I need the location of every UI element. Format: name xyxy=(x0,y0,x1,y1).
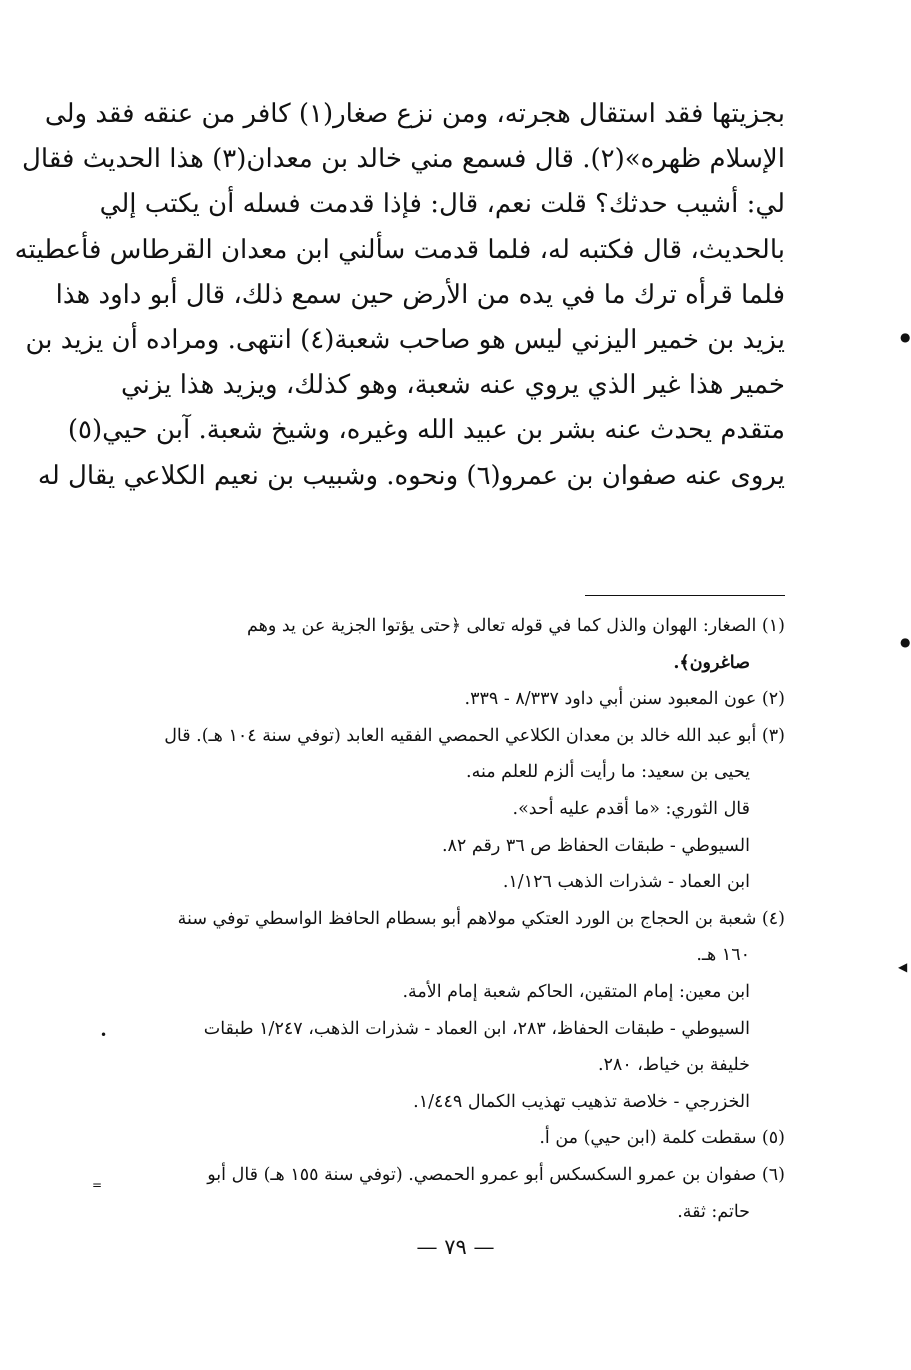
footnote-4-line-1: (٤) شعبة بن الحجاج بن الورد العتكي مولاهم أبو بسطام الحافظ الواسطي توفي سنة xyxy=(177,908,785,929)
footnote-1-line-1: (١) الصغار: الهوان والذل كما في قوله تعالى ﴿حتى يؤتوا الجزية عن يد وهم xyxy=(246,616,785,636)
footnotes-block xyxy=(80,608,785,1230)
main-line-8: متقدم يحدث عنه بشر بن عبيد الله وغيره، وشيخ شعبة. آبن حيي(٥) xyxy=(67,415,785,446)
footnote-5: (٥) سقطت كلمة (ابن حيي) من أ. xyxy=(539,1128,785,1149)
main-line-7: خمير هذا غير الذي يروي عنه شعبة، وهو كذلك، ويزيد هذا يزني xyxy=(120,370,785,401)
footnote-1-line-2: صاغرون﴾. xyxy=(673,652,750,673)
footnote-3-line-1: (٣) أبو عبد الله خالد بن معدان الكلاعي الحمصي الفقيه العابد (توفي سنة ١٠٤ هـ). قال xyxy=(164,725,785,746)
footnote-6-line-1: (٦) صفوان بن عمرو السكسكس أبو عمرو الحمصي. (توفي سنة ١٥٥ هـ) قال أبو xyxy=(207,1164,785,1185)
footnote-4-line-4: السيوطي - طبقات الحفاظ، ٢٨٣، ابن العماد - شذرات الذهب، ١/٢٤٧ طبقات xyxy=(203,1018,750,1039)
footnote-3-line-5: ابن العماد - شذرات الذهب ١/١٢٦. xyxy=(502,872,750,893)
page-number: — ٧٩ — xyxy=(416,1235,495,1259)
margin-mark-dot: = xyxy=(92,1178,103,1192)
main-line-9: يروى عنه صفوان بن عمرو(٦) ونحوه. وشبيب بن نعيم الكلاعي يقال له xyxy=(37,460,785,491)
main-line-6: يزيد بن خمير اليزني ليس هو صاحب شعبة(٤) انتهى. ومراده أن يزيد بن xyxy=(25,324,785,355)
footnote-4-line-5: خليفة بن خياط، ٢٨٠. xyxy=(597,1055,750,1076)
footnote-4-line-6: الخزرجي - خلاصة تذهيب تهذيب الكمال ١/٤٤٩. xyxy=(413,1091,750,1112)
footnote-3-line-3: قال الثوري: «ما أقدم عليه أحد». xyxy=(512,798,750,819)
footnote-6-line-2: حاتم: ثقة. xyxy=(677,1201,750,1222)
footnote-4-line-3: ابن معين: إمام المتقين، الحاكم شعبة إمام الأمة. xyxy=(402,981,750,1002)
main-line-3: لي: أشيب حدثك؟ قلت نعم، قال: فإذا قدمت فسله أن يكتب إلي xyxy=(99,189,785,220)
footnote-separator xyxy=(585,595,785,596)
main-line-4: بالحديث، قال فكتبه له، فلما قدمت سألني ابن معدان القرطاس فأعطيته xyxy=(14,234,785,265)
footnote-3-line-2: يحيى بن سعيد: ما رأيت ألزم للعلم منه. xyxy=(466,762,750,783)
footnote-2: (٢) عون المعبود سنن أبي داود ٨/٣٣٧ - ٣٣٩. xyxy=(464,689,785,710)
main-line-5: فلما قرأه ترك ما في يده من الأرض حين سمع ذلك، قال أبو داود هذا xyxy=(55,279,785,310)
margin-mark-dot: ● xyxy=(900,330,911,344)
main-text-block xyxy=(14,92,785,499)
main-paragraph xyxy=(14,92,785,499)
main-line-1: بجزيتها فقد استقال هجرته، ومن نزع صغار(١) كافر من عنقه فقد ولى xyxy=(44,99,785,129)
main-line-2: الإسلام ظهره»(٢). قال فسمع مني خالد بن معدان(٣) هذا الحديث فقال xyxy=(22,144,785,175)
margin-mark-dot: ● xyxy=(900,635,911,649)
footnote-3-line-4: السيوطي - طبقات الحفاظ ص ٣٦ رقم ٨٢. xyxy=(441,835,750,856)
footnote-4-line-2: ١٦٠ هـ. xyxy=(696,945,750,966)
margin-mark-dot: ◀ xyxy=(898,960,908,974)
margin-mark-dot: • xyxy=(100,1028,108,1042)
